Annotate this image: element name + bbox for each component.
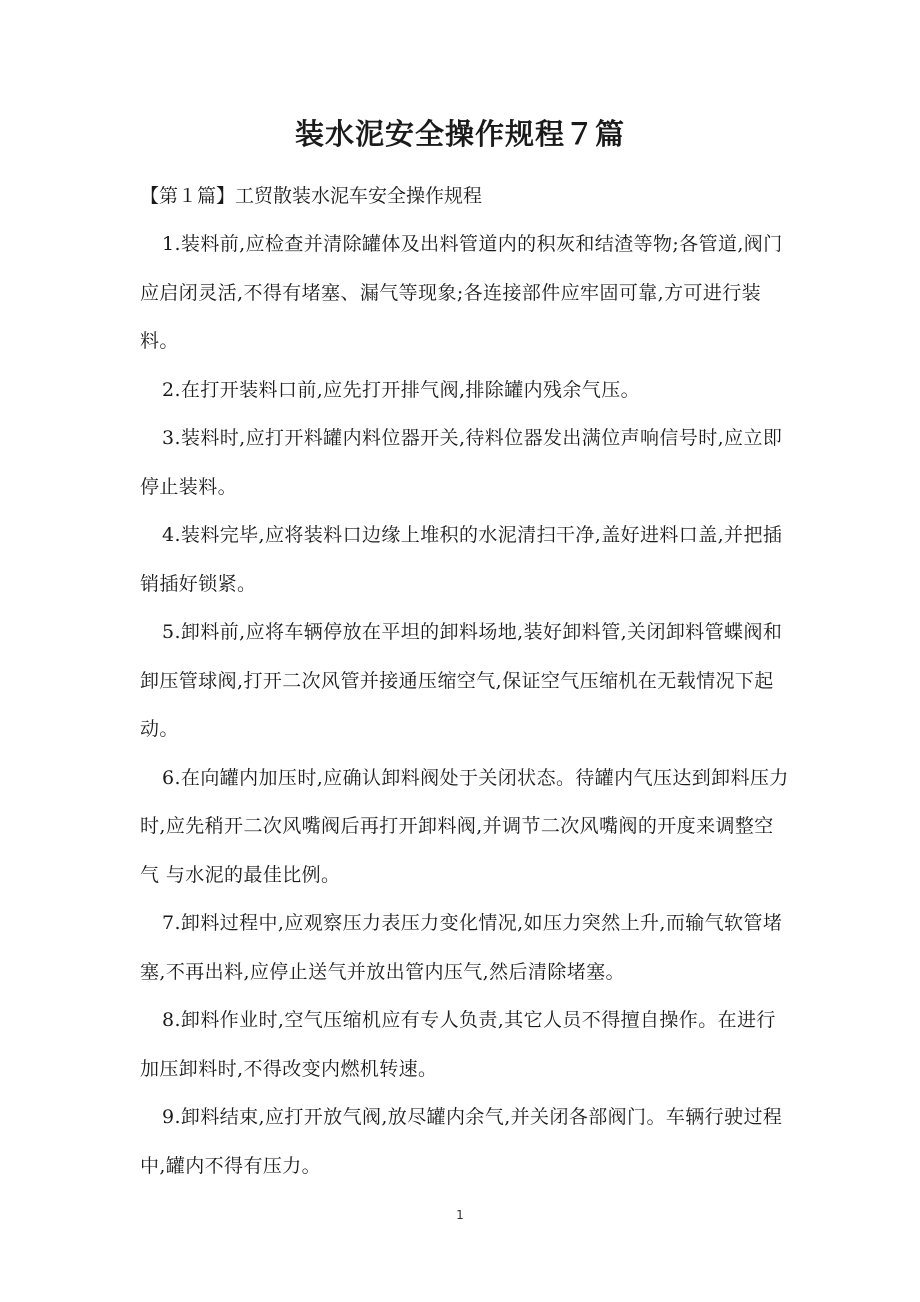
document-body — [140, 176, 790, 1190]
paragraph-6: 6.在向罐内加压时,应确认卸料阀处于关闭状态。待罐内气压达到卸料压力时,应先稍开二次风嘴阀后再打开卸料阀,并调节二次风嘴阀的开度来调整空气 与水泥的最佳比例。 — [140, 766, 789, 886]
document-title: 装水泥安全操作规程７篇 — [294, 117, 625, 151]
paragraph-8: 8.卸料作业时,空气压缩机应有专人负责,其它人员不得擅自操作。在进行加压卸料时,不得改变内燃机转速。 — [140, 1009, 776, 1080]
paragraph-5: 5.卸料前,应将车辆停放在平坦的卸料场地,装好卸料管,关闭卸料管蝶阀和卸压管球阀,打开二次风管并接通压缩空气,保证空气压缩机在无载情况下起动。 — [140, 621, 783, 740]
paragraph-3: 3.装料时,应打开料罐内料位器开关,待料位器发出满位声响信号时,应立即停止装料。 — [140, 427, 783, 498]
paragraph-1: 1.装料前,应检查并清除罐体及出料管道内的积灰和结渣等物;各管道,阀门应启闭灵活,不得有堵塞、漏气等现象;各连接部件应牢固可靠,方可进行装 料。 — [140, 233, 783, 352]
paragraph-4: 4.装料完毕,应将装料口边缘上堆积的水泥清扫干净,盖好进料口盖,并把插销插好锁紧。 — [140, 524, 783, 595]
paragraph-9: 9.卸料结束,应打开放气阀,放尽罐内余气,并关闭各部阀门。车辆行驶过程中,罐内不得有压力。 — [140, 1106, 783, 1177]
paragraph-7: 7.卸料过程中,应观察压力表压力变化情况,如压力突然上升,而输气软管堵塞,不再出料,应停止送气并放出管内压气,然后清除堵塞。 — [140, 912, 783, 983]
section-heading: 【第１篇】工贸散装水泥车安全操作规程 — [140, 185, 483, 207]
page-number: 1 — [456, 1208, 464, 1222]
paragraph-2: 2.在打开装料口前,应先打开排气阀,排除罐内残余气压。 — [162, 378, 641, 401]
